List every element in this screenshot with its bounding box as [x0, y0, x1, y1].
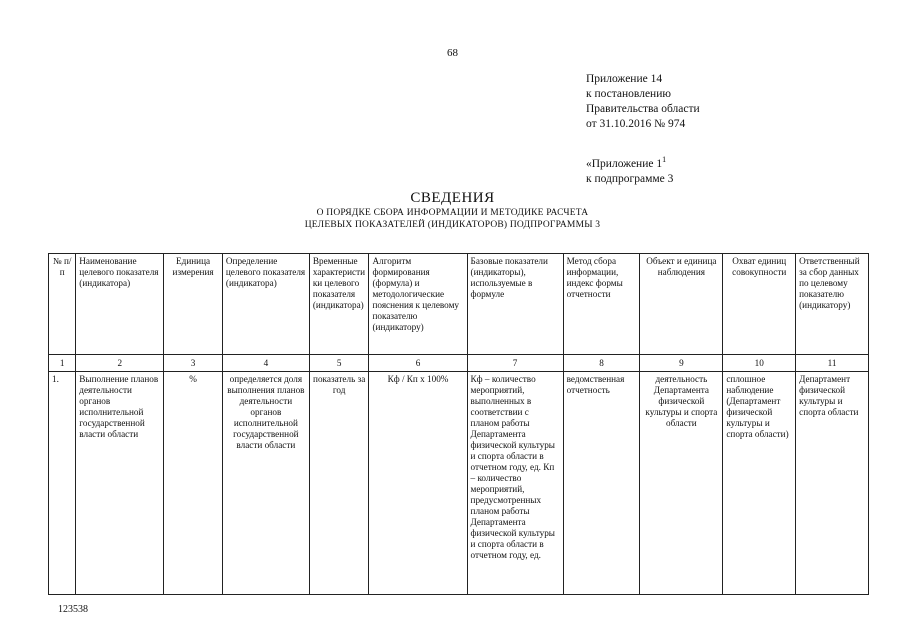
document-id: 123538: [58, 604, 88, 615]
header-cell: Определение целевого показателя (индикатора): [222, 254, 309, 355]
table-row: [49, 372, 869, 595]
table-cell: сплошное наблюдение (Департамент физической культуры и спорта области): [723, 372, 796, 595]
table-number-row: [49, 355, 869, 372]
table-cell: 1.: [49, 372, 76, 595]
header-cell: Наименование целевого показателя (индикатора): [76, 254, 164, 355]
appendix-line: Правительства области: [586, 103, 700, 115]
table-cell: Выполнение планов деятельности органов исполнительной государственной власти области: [76, 372, 164, 595]
table-cell: определяется доля выполнения планов деятельности органов исполнительной государственной власти области: [222, 372, 309, 595]
appendix-line: [586, 152, 700, 172]
header-cell: Временные характеристики целевого показателя (индикатора): [309, 254, 369, 355]
header-cell: Ответственный за сбор данных по целевому показателю (индикатору): [796, 254, 869, 355]
table-cell: Кф – количество мероприятий, выполненных в соответствии с планом работы Департамента физической культуры и спорта области в отчетном году, ед. Кп – количество мероприятий, предусмотренных планом работы Департамента физической культуры и спорта области в отчетном году, ед.: [467, 372, 563, 595]
appendix-line: к постановлению: [586, 88, 671, 100]
appendix-line: от 31.10.2016 № 974: [586, 118, 686, 130]
column-number: 8: [563, 355, 640, 372]
title-subtitle: ЦЕЛЕВЫХ ПОКАЗАТЕЛЕЙ (ИНДИКАТОРОВ) ПОДПРОГРАММЫ 3: [304, 220, 601, 230]
title-main: СВЕДЕНИЯ: [410, 190, 495, 206]
table-cell: деятельность Департамента физической культуры и спорта области: [640, 372, 723, 595]
header-cell: Базовые показатели (индикаторы), используемые в формуле: [467, 254, 563, 355]
header-cell: Объект и единица наблюдения: [640, 254, 723, 355]
column-number: 7: [467, 355, 563, 372]
indicators-table: [48, 253, 869, 595]
header-cell: № п/п: [49, 254, 76, 355]
column-number: 3: [164, 355, 223, 372]
table-cell: ведомственная отчетность: [563, 372, 640, 595]
header-cell: Охват единиц совокупности: [723, 254, 796, 355]
column-number: 9: [640, 355, 723, 372]
column-number: 11: [796, 355, 869, 372]
column-number: 2: [76, 355, 164, 372]
column-number: 4: [222, 355, 309, 372]
table-cell: показатель за год: [309, 372, 369, 595]
header-cell: Алгоритм формирования (формула) и методологические пояснения к целевому показателю (индикатору): [369, 254, 467, 355]
table-cell: %: [164, 372, 223, 595]
appendix-block: [586, 72, 700, 187]
column-number: 1: [49, 355, 76, 372]
table-header-row: [49, 254, 869, 355]
page-number: 68: [447, 47, 458, 59]
title-subtitle: О ПОРЯДКЕ СБОРА ИНФОРМАЦИИ И МЕТОДИКЕ РАСЧЕТА: [316, 208, 589, 218]
appendix-line: Приложение 14: [586, 73, 663, 85]
appendix-superscript: 1: [662, 155, 667, 164]
table-cell: Департамент физической культуры и спорта области: [796, 372, 869, 595]
column-number: 6: [369, 355, 467, 372]
appendix-line: к подпрограмме 3: [586, 172, 674, 185]
header-cell: Единица измерения: [164, 254, 223, 355]
header-cell: Метод сбора информации, индекс формы отчетности: [563, 254, 640, 355]
appendix-ref: «Приложение 1: [586, 157, 663, 170]
table-cell: Кф / Кп х 100%: [369, 372, 467, 595]
column-number: 10: [723, 355, 796, 372]
column-number: 5: [309, 355, 369, 372]
document-title: [0, 190, 905, 231]
